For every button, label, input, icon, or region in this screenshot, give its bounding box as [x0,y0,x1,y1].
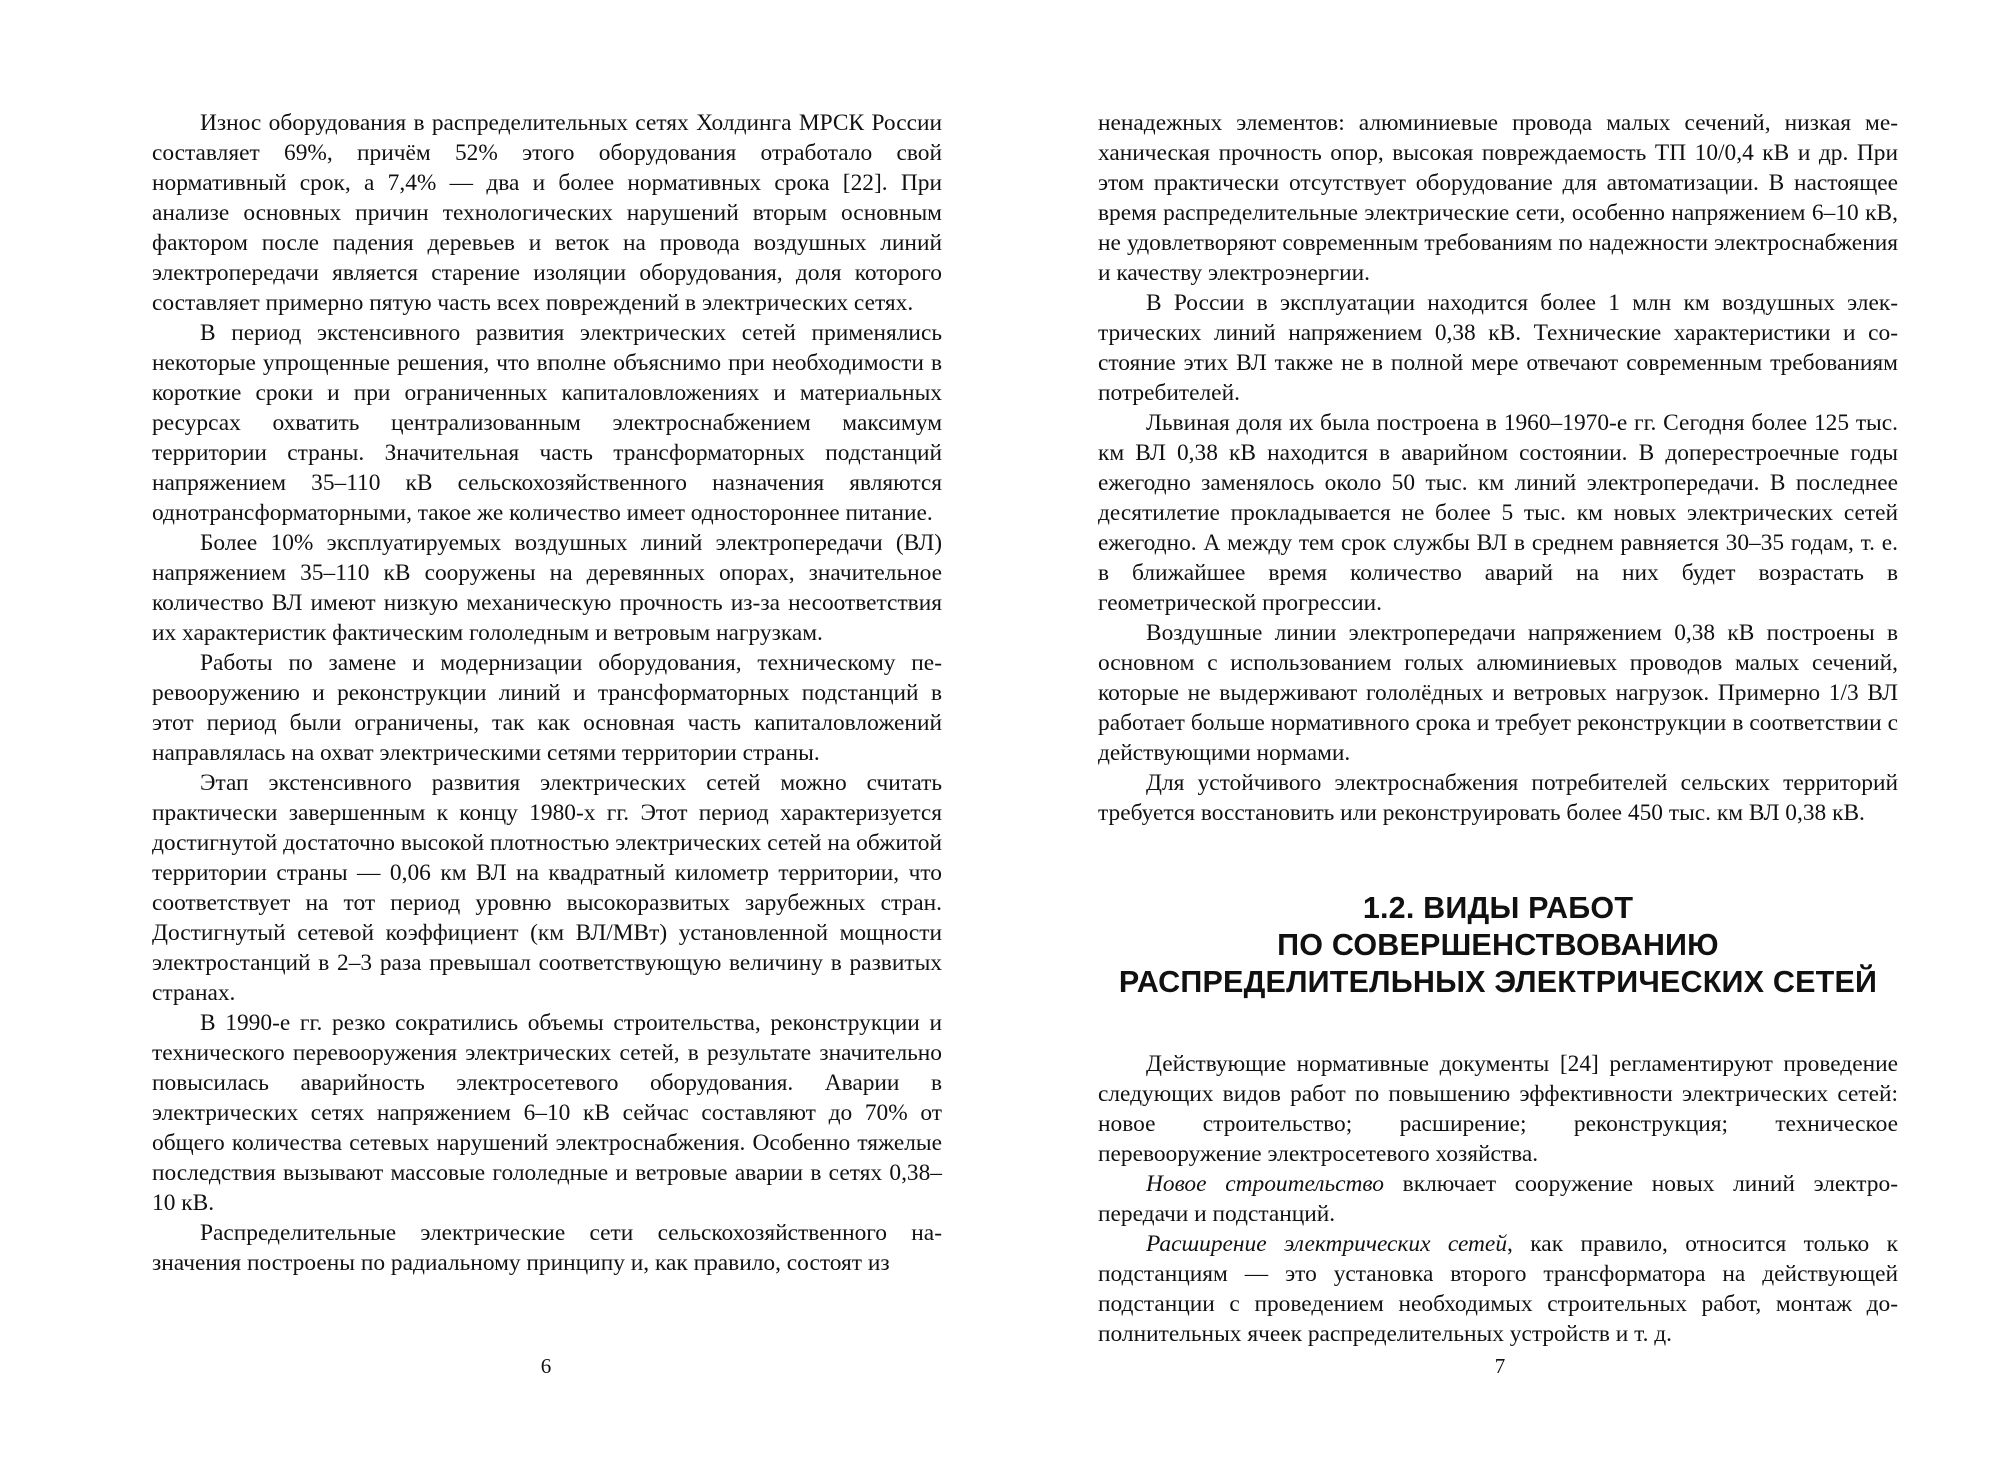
section-heading-line: ПО СОВЕРШЕНСТВОВАНИЮ [1277,928,1719,962]
right-page [1000,0,2000,1465]
paragraph: Износ оборудования в распределительных сетях Холдинга МРСК России составляет 69%, причём 52% этого оборудования отработало свой нормативный срок, а 7,4% — два и более нормативных срока [22]. При анализе основных причин технологических нарушений вторым основным фактором после падения деревьев и веток на провода воздушных линий электропередачи является старение изоляции оборудования, доля которого составляет примерно пятую часть всех повреждений в электрических сетях. [152,110,942,316]
paragraph: Работы по замене и модернизации оборудования, техническому перевооружению и реконструкции линий и трансформаторных подстанций в этот период были ограничены, так как основная часть капиталовложений направлялась на охват электрическими сетями территории страны. [152,650,942,766]
paragraph: Для устойчивого электроснабжения потребителей сельских территорий требуется восстановить или реконструировать более 450 тыс. км ВЛ 0,38 кВ. [1098,770,1898,826]
paragraph: В 1990-е гг. резко сократились объемы строительства, реконструкции и технического перевооружения электрических сетей, в результате значительно повысилась аварийность электросетевого оборудования. Аварии в электрических сетях напряжением 6–10 кВ сейчас составляют до 70% от общего количества сетевых нарушений электроснабжения. Особенно тяжелые последствия вызывают массовые гололедные и ветровые аварии в сетях 0,38–10 кВ. [152,1010,942,1216]
paragraph: Воздушные линии электропередачи напряжением 0,38 кВ построены в основном с использованием голых алюминиевых проводов малых сечений, которые не выдерживают гололёдных и ветровых нагрузок. Примерно 1/3 ВЛ работает больше нормативного срока и требует реконструкции в соответствии с действующими нормами. [1098,620,1898,766]
paragraph: Более 10% эксплуатируемых воздушных линий электропередачи (ВЛ) напряжением 35–110 кВ сооружены на деревянных опорах, значительное количество ВЛ имеют низкую механическую прочность из-за несоответствия их характеристик фактическим гололедным и ветровым нагрузкам. [152,530,942,646]
paragraph-text: , как правило, относится только к подстанциям — это установка второго трансформатора на действующей подстанции с проведением необходимых строительных работ, монтаж дополнительных ячеек распределительных устройств и т. д. [1098,1231,1898,1347]
term-italic: Новое строительство [1146,1171,1384,1197]
right-page-text [1098,108,1898,1349]
left-page-text [152,108,942,1278]
section-heading-line: 1.2. ВИДЫ РАБОТ [1362,891,1634,925]
paragraph [1098,1169,1898,1229]
paragraph: Действующие нормативные документы [24] регламентируют проведение следующих видов работ по повышению эффективности электрических сетей: новое строительство; расширение; реконструкция; техническое перевооружение электросетевого хозяйства. [1098,1051,1898,1167]
section-heading [1098,890,1898,1001]
section-heading-line: РАСПРЕДЕЛИТЕЛЬНЫХ ЭЛЕКТРИЧЕСКИХ СЕТЕЙ [1118,965,1878,999]
term-italic: Расширение электрических сетей [1146,1231,1508,1257]
page-number: 6 [540,1354,552,1378]
paragraph: Распределительные электрические сети сельскохозяйственного назначения построены по радиальному принципу и, как правило, состоят из [152,1220,942,1276]
paragraph-continuation: ненадежных элементов: алюминиевые провода малых сечений, низкая механическая прочность опор, высокая повреждаемость ТП 10/0,4 кВ и др. При этом практически отсутствует оборудование для автоматизации. В настоящее время распределительные электрические сети, особенно напряжением 6–10 кВ, не удовлетворяют современным требованиям по надежности электроснабжения и качеству электроэнергии. [1098,110,1898,286]
paragraph [1098,1229,1898,1349]
paragraph: В период экстенсивного развития электрических сетей применялись некоторые упрощенные решения, что вполне объяснимо при необходимости в короткие сроки и при ограниченных капиталовложениях и материальных ресурсах охватить централизованным электроснабжением максимум территории страны. Значительная часть трансформаторных подстанций напряжением 35–110 кВ сельскохозяйственного назначения являются однотрансформаторными, такое же количество имеет одностороннее питание. [152,320,942,526]
paragraph-text: включает сооружение новых линий электропередачи и подстанций. [1098,1171,1898,1227]
paragraph: Этап экстенсивного развития электрических сетей можно считать практически завершенным к концу 1980-х гг. Этот период характеризуется достигнутой достаточно высокой плотностью электрических сетей на обжитой территории страны — 0,06 км ВЛ на квадратный километр территории, что соответствует на тот период уровню высокоразвитых зарубежных стран. Достигнутый сетевой коэффициент (км ВЛ/МВт) установленной мощности электростанций в 2–3 раза превышал соответствующую величину в развитых странах. [152,770,942,1006]
page-number: 7 [1494,1354,1506,1378]
paragraph: Львиная доля их была построена в 1960–1970-е гг. Сегодня более 125 тыс. км ВЛ 0,38 кВ находится в аварийном состоянии. В доперестроечные годы ежегодно заменялось около 50 тыс. км линий электропередачи. В последнее десятилетие прокладывается не более 5 тыс. км новых электрических сетей ежегодно. А между тем срок службы ВЛ в среднем равняется 30–35 годам, т. е. в ближайшее время количество аварий на них будет возрастать в геометрической прогрессии. [1098,410,1898,616]
paragraph: В России в эксплуатации находится более 1 млн км воздушных электрических линий напряжением 0,38 кВ. Технические характеристики и состояние этих ВЛ также не в полной мере отвечают современным требованиям потребителей. [1098,290,1898,406]
